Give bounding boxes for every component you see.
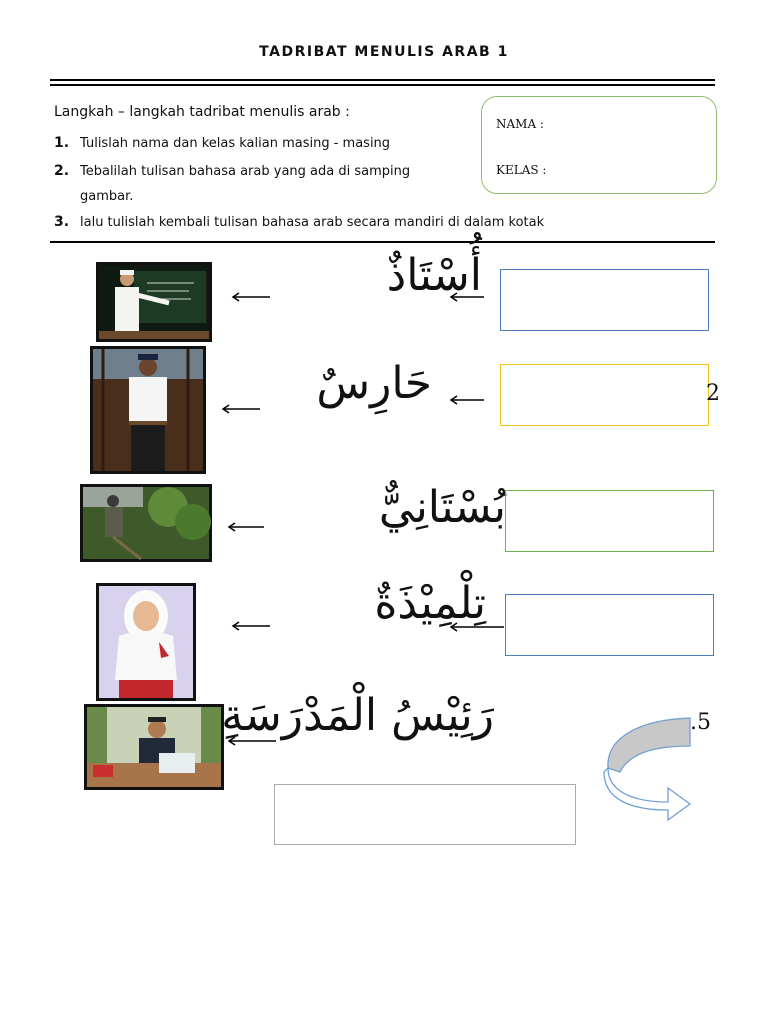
student-photo	[96, 583, 196, 701]
writing-box[interactable]	[500, 364, 709, 426]
writing-box[interactable]	[505, 594, 714, 656]
class-label: KELAS :	[496, 163, 547, 177]
arrow-left-icon	[448, 622, 504, 632]
step-text: Tebalilah tulisan bahasa arab yang ada di samping	[80, 164, 411, 179]
principal-photo	[84, 704, 224, 790]
identity-box	[481, 96, 717, 194]
arrow-left-icon	[220, 404, 260, 414]
name-label: NAMA :	[496, 117, 544, 131]
arabic-word: رَئِيْسُ الْمَدْرَسَةِ	[221, 690, 494, 741]
writing-box[interactable]	[505, 490, 714, 552]
curved-arrow-icon	[598, 716, 694, 828]
step-text: Tulislah nama dan kelas kalian masing - masing	[80, 136, 391, 151]
item-number-5: .5	[690, 710, 711, 735]
arrow-left-icon	[448, 395, 484, 405]
header-divider-top	[50, 79, 715, 81]
arabic-word: تِلْمِيْذَةٌ	[374, 578, 486, 629]
name-field[interactable]	[552, 117, 702, 133]
instructions-heading: Langkah – langkah tadribat menulis arab :	[54, 104, 350, 120]
arrow-left-icon	[448, 292, 484, 302]
step-number: 2.	[54, 163, 70, 179]
writing-box[interactable]	[500, 269, 709, 331]
step-2	[54, 163, 410, 179]
class-field[interactable]	[552, 163, 702, 179]
arabic-word: حَارِسٌ	[316, 358, 432, 409]
arrow-left-icon	[226, 522, 264, 532]
teacher-photo	[96, 262, 212, 342]
step-1	[54, 135, 390, 151]
arrow-left-icon	[230, 621, 270, 631]
step-number: 3.	[54, 214, 70, 230]
arabic-word: أُسْتَاذٌ	[386, 250, 482, 301]
arrow-left-icon	[230, 292, 270, 302]
item-number-2: 2	[706, 381, 720, 406]
step-3	[54, 214, 544, 230]
guard-photo	[90, 346, 206, 474]
instructions-divider	[50, 241, 715, 243]
step-2-continuation: gambar.	[80, 189, 134, 204]
header-divider-bottom	[50, 84, 715, 86]
page-title: TADRIBAT MENULIS ARAB 1	[259, 44, 509, 60]
arabic-word: بُسْتَانِيٌّ	[378, 482, 506, 533]
step-text: lalu tulislah kembali tulisan bahasa arab secara mandiri di dalam kotak	[80, 215, 545, 230]
gardener-photo	[80, 484, 212, 562]
writing-box[interactable]	[274, 784, 576, 845]
step-number: 1.	[54, 135, 70, 151]
